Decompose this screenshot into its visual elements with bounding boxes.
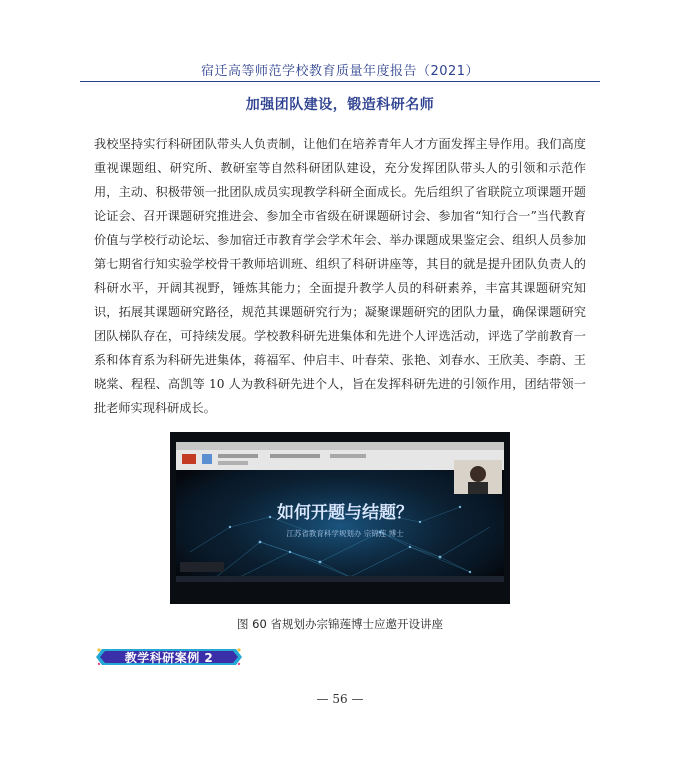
report-header-title: 宿迁高等师范学校教育质量年度报告（2021）	[200, 64, 480, 79]
lecture-photo	[170, 432, 510, 604]
lecture-photo-illustration	[170, 432, 510, 604]
slide-subtitle: 江苏省教育科学规划办 宗锦莲 博士	[286, 529, 404, 538]
body-paragraph: 我校坚持实行科研团队带头人负责制，让他们在培养青年人才方面发挥主导作用。我们高度重视课题组、研究所、教研室等自然科研团队建设，充分发挥团队带头人的引领和示范作用，主动、积极带领一批团队成员实现教学科研全面成长。先后组织了省联院立项课题开题论证会、召开课题研究推进会、参加全市省级在研课题研讨会、参加省“知行合一”当代教育价值与学校行动论坛、参加宿迁市教育学会学术年会、举办课题成果鉴定会、组织人员参加第七期省行知实验学校骨干教师培训班、组织了科研讲座等，其目的就是提升团队负责人的科研水平，开阔其视野，锤炼其能力；全面提升教学人员的科研素养，丰富其课题研究知识，拓展其课题研究路径，规范其课题研究行为；凝聚课题研究的团队力量，确保课题研究团队梯队存在，可持续发展。学校教科研先进集体和先进个人评选活动，评选了学前教育一系和体育系为科研先进集体，蒋福军、仲启丰、叶春荣、张艳、刘春水、王欣美、李蔚、王晓棠、程程、高凯等 10 人为教科研先进个人，旨在发挥科研先进的引领作用，团结带领一批老师实现科研成长。	[94, 137, 586, 415]
header-divider	[80, 81, 600, 82]
page-number: — 56 —	[316, 692, 364, 706]
slide-title: 如何开题与结题？	[277, 503, 413, 523]
figure-caption: 图 60 省规划办宗锦莲博士应邀开设讲座	[237, 617, 443, 631]
section-heading: 加强团队建设，锻造科研名师	[245, 97, 435, 113]
case-badge	[96, 646, 242, 668]
case-label: 教学科研案例 2	[124, 651, 214, 665]
